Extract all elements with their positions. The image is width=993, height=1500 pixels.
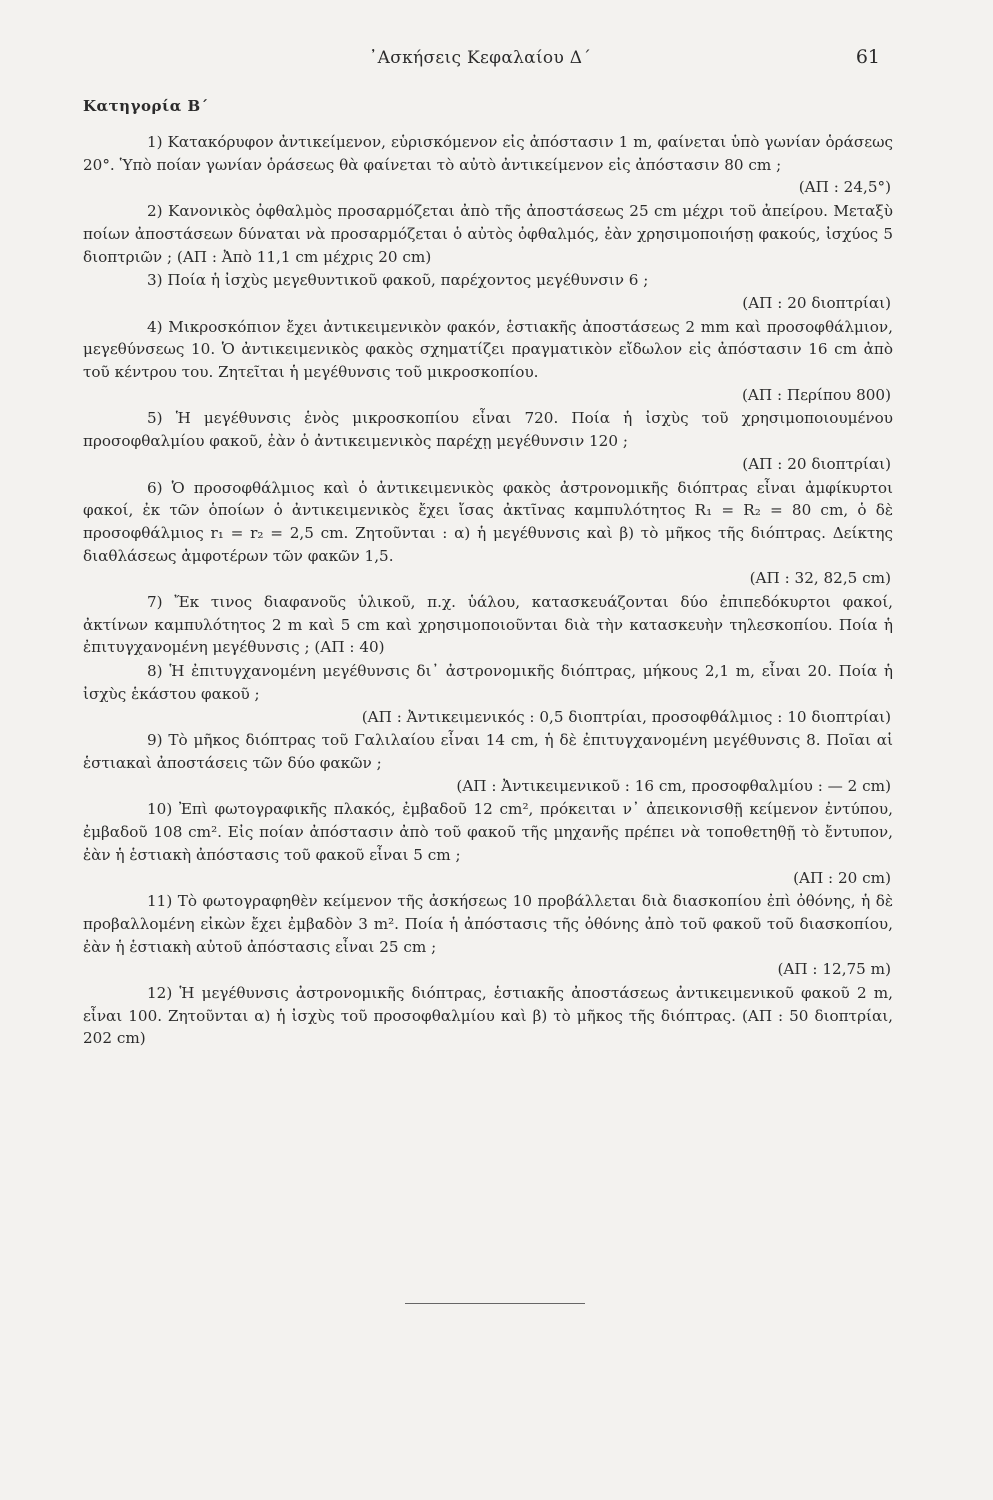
exercise-text: 4) Μικροσκόπιον ἔχει ἀντικειμενικὸν φακόν, ἑστιακῆς ἀποστάσεως 2 mm καὶ προσοφθάλμιον, μεγεθύνσεως 10. Ὁ ἀντικειμενικὸς φακὸς σχηματίζει πραγματικὸν εἴδωλον εἰς ἀπόστασιν 16 cm ἀπὸ τοῦ κέντρου του. Ζητεῖται ἡ μεγέθυνσις τοῦ μικροσκοπίου.: [83, 317, 893, 382]
exercise-6: [83, 477, 893, 591]
exercise-text: 10) Ἐπὶ φωτογραφικῆς πλακός, ἐμβαδοῦ 12 cm², πρόκειται ν᾿ ἀπεικονισθῇ κείμενον ἐντύπου, ἐμβαδοῦ 108 cm². Εἰς ποίαν ἀπόστασιν ἀπὸ τοῦ φακοῦ τῆς μηχανῆς πρέπει νὰ τοποθετηθῇ τὸ ἔντυπον, ἐὰν ἡ ἑστιακὴ ἀπόστασις τοῦ φακοῦ εἶναι 5 cm ;: [83, 800, 893, 864]
running-title: ᾿Ασκήσεις Κεφαλαίου Δ΄: [368, 48, 592, 68]
exercise-text: 6) Ὁ προσοφθάλμιος καὶ ὁ ἀντικειμενικὸς φακὸς ἀστρονομικῆς διόπτρας εἶναι ἀμφίκυρτοι φακοί, ἐκ τῶν ὁποίων ὁ ἀντικειμενικὸς ἔχει ἴσας ἀκτῖνας καμπυλότητος R₁ = R₂ = 80 cm, ὁ δὲ προσοφθάλμιος r₁ = r₂ = 2,5 cm. Ζητοῦνται : α) ἡ μεγέθυνσις καὶ β) τὸ μῆκος τῆς διόπτρας. Δείκτης διαθλάσεως ἀμφοτέρων τῶν φακῶν 1,5.: [83, 478, 893, 565]
exercise-answer: (ΑΠ : 20 cm): [793, 868, 891, 887]
exercise-text: 3) Ποία ἡ ἰσχὺς μεγεθυντικοῦ φακοῦ, παρέχοντος μεγέθυνσιν 6 ;: [147, 271, 649, 290]
section-title: Κατηγορία Β΄: [83, 97, 209, 115]
page-header: [80, 44, 880, 74]
exercise-answer: (ΑΠ : 12,75 m): [777, 960, 891, 979]
exercise-3: [83, 269, 893, 314]
exercise-answer: (ΑΠ : 32, 82,5 cm): [749, 569, 891, 588]
exercise-text: 5) Ἡ μεγέθυνσις ἑνὸς μικροσκοπίου εἶναι 720. Ποία ἡ ἰσχὺς τοῦ χρησιμοποιουμένου προσοφθαλμίου φακοῦ, ἐὰν ὁ ἀντικειμενικὸς παρέχῃ μεγέθυνσιν 120 ;: [83, 409, 893, 451]
exercise-8: [83, 660, 893, 728]
exercise-text: 2) Κανονικὸς ὀφθαλμὸς προσαρμόζεται ἀπὸ τῆς ἀποστάσεως 25 cm μέχρι τοῦ ἀπείρου. Μεταξὺ ποίων ἀποστάσεων δύναται νὰ προσαρμόζεται ὁ αὐτὸς ὀφθαλμός, ἐὰν χρησιμοποιήσῃ φακούς, ἰσχύος 5 διοπτριῶν ; (ΑΠ : Ἀπὸ 11,1 cm μέχρις 20 cm): [83, 202, 893, 266]
exercise-text: 7) Ἔκ τινος διαφανοῦς ὑλικοῦ, π.χ. ὑάλου, κατασκευάζονται δύο ἐπιπεδόκυρτοι φακοί, ἀκτίνων καμπυλότητος 2 m καὶ 5 cm καὶ χρησιμοποιοῦνται διὰ τὴν κατασκευὴν τηλεσκοπίου. Ποία ἡ ἐπιτυγχανομένη μεγέθυνσις ; (ΑΠ : 40): [83, 593, 893, 657]
exercise-text: 11) Τὸ φωτογραφηθὲν κείμενον τῆς ἀσκήσεως 10 προβάλλεται διὰ διασκοπίου ἐπὶ ὀθόνης, ἡ δὲ προβαλλομένη εἰκὼν ἔχει ἐμβαδὸν 3 m². Ποία ἡ ἀπόστασις τῆς ὀθόνης ἀπὸ τοῦ φακοῦ τοῦ διασκοπίου, ἐὰν ἡ ἑστιακὴ αὐτοῦ ἀπόστασις εἶναι 25 cm ;: [83, 892, 893, 956]
exercise-answer: (ΑΠ : 24,5°): [798, 178, 891, 197]
exercise-answer: (ΑΠ : Περίπου 800): [741, 385, 891, 404]
exercise-10: [83, 798, 893, 889]
exercise-4: [83, 316, 893, 407]
exercise-list: [83, 131, 893, 1051]
exercise-answer: (ΑΠ : 20 διοπτρίαι): [742, 293, 891, 312]
exercise-5: [83, 407, 893, 475]
exercise-11: [83, 890, 893, 981]
exercise-9: [83, 729, 893, 797]
exercise-1: [83, 131, 893, 199]
exercise-12: [83, 982, 893, 1050]
exercise-7: [83, 591, 893, 659]
exercise-answer: (ΑΠ : 20 διοπτρίαι): [742, 454, 891, 473]
footnote-separator: [405, 1303, 585, 1304]
exercise-text: 12) Ἡ μεγέθυνσις ἀστρονομικῆς διόπτρας, ἑστιακῆς ἀποστάσεως ἀντικειμενικοῦ φακοῦ 2 m, εἶναι 100. Ζητοῦνται α) ἡ ἰσχὺς τοῦ προσοφθαλμίου καὶ β) τὸ μῆκος τῆς διόπτρας. (ΑΠ : 50 διοπτρίαι, 202 cm): [83, 984, 893, 1048]
page-number: 61: [855, 46, 880, 68]
exercise-2: [83, 200, 893, 268]
exercise-answer: (ΑΠ : Ἀντικειμενικός : 0,5 διοπτρίαι, προσοφθάλμιος : 10 διοπτρίαι): [361, 707, 891, 726]
exercise-text: 8) Ἡ ἐπιτυγχανομένη μεγέθυνσις δι᾿ ἀστρονομικῆς διόπτρας, μήκους 2,1 m, εἶναι 20. Ποία ἡ ἰσχὺς ἑκάστου φακοῦ ;: [83, 662, 893, 703]
exercise-text: 9) Τὸ μῆκος διόπτρας τοῦ Γαλιλαίου εἶναι 14 cm, ἡ δὲ ἐπιτυγχανομένη μεγέθυνσις 8. Ποῖαι αἱ ἑστιακαὶ ἀποστάσεις τῶν δύο φακῶν ;: [83, 731, 893, 772]
exercise-answer: (ΑΠ : Ἀντικειμενικοῦ : 16 cm, προσοφθαλμίου : — 2 cm): [456, 776, 891, 795]
exercise-text: 1) Κατακόρυφον ἀντικείμενον, εὑρισκόμενον εἰς ἀπόστασιν 1 m, φαίνεται ὑπὸ γωνίαν ὁράσεως 20°. Ὑπὸ ποίαν γωνίαν ὁράσεως θὰ φαίνεται τὸ αὐτὸ ἀντικείμενον εἰς ἀπόστασιν 80 cm ;: [83, 133, 893, 174]
